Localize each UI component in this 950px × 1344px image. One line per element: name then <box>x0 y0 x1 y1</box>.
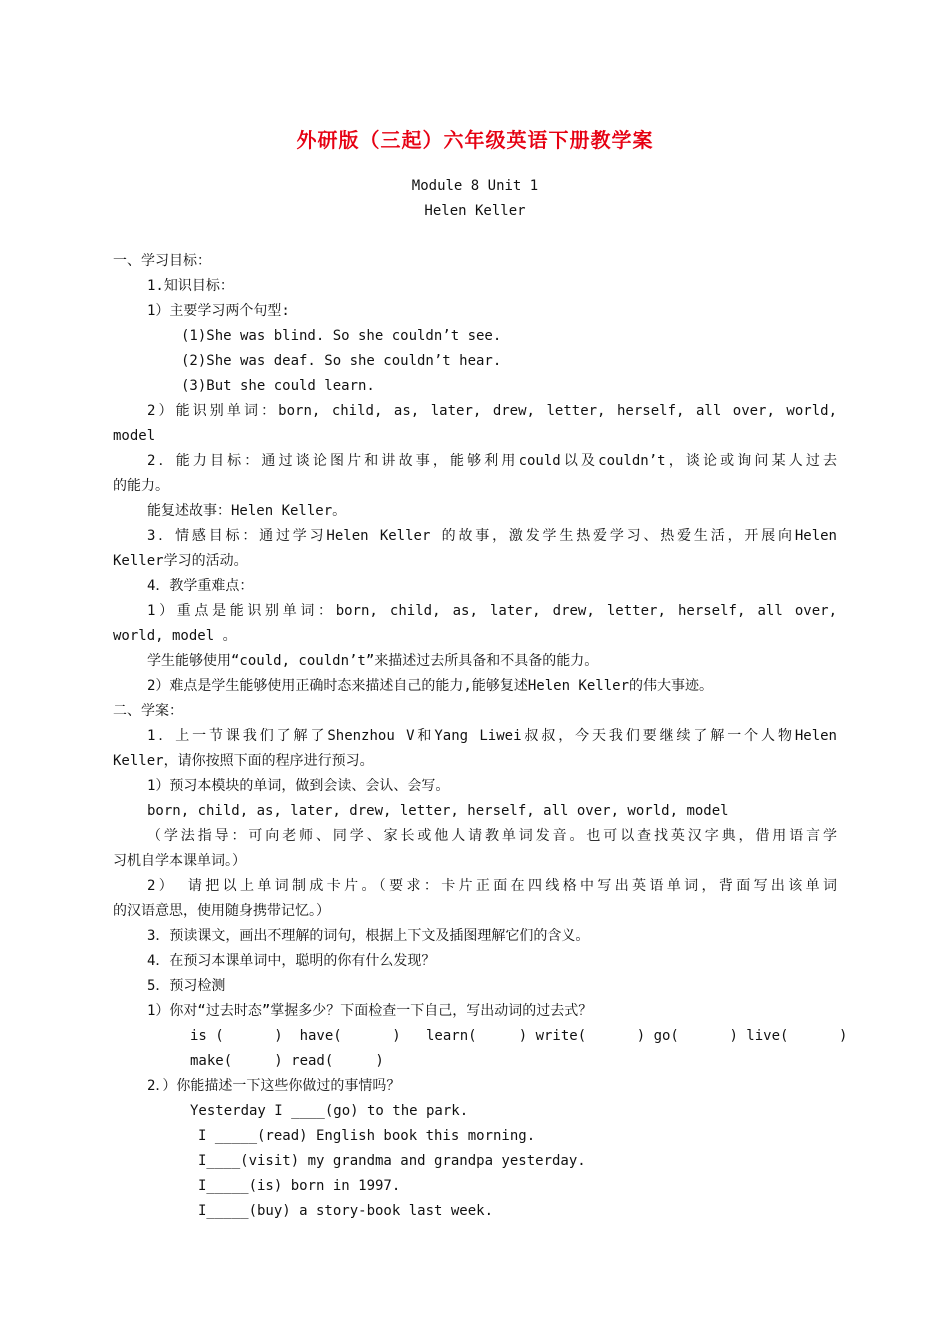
preview-check-heading: 5．预习检测 <box>147 978 226 994</box>
key-points-heading: 4．教学重难点： <box>147 578 254 594</box>
exercise-sentence-4: I_____(is) born in 1997. <box>198 1178 401 1194</box>
sentence-patterns-heading: 1）主要学习两个句型: <box>147 303 290 319</box>
sentence-pattern-2: (2)She was deaf. So she couldn’t hear. <box>181 353 502 369</box>
module-heading: Module 8 Unit 1 <box>411 178 539 194</box>
past-tense-blanks: is ( ) have( ) learn( ) write( ) go( ) live( ) <box>190 1028 848 1044</box>
section-heading-objectives: 一、学习目标： <box>113 253 211 269</box>
could-usage-line: 学生能够使用“could, couldn’t”来描述过去所具备和不具备的能力。 <box>147 653 599 669</box>
emotion-objective: 3．情感目标：通过学习Helen Keller 的故事，激发学生热爱学习、热爱生活，开展向Helen <box>147 528 837 544</box>
preview-words-step: 1）预习本模块的单词，做到会读、会认、会写。 <box>147 778 450 794</box>
ability-objective: 2．能力目标：通过谈论图片和讲故事，能够利用could以及couldn’t，谈论或询问某人过去 <box>147 453 837 469</box>
exercise-sentence-2: I _____(read) English book this morning. <box>198 1128 536 1144</box>
past-tense-blanks-cont: make( ) read( ) <box>190 1053 384 1069</box>
study-tip-cont: 习机自学本课单词。） <box>113 853 246 869</box>
preview-intro-cont: Keller，请你按照下面的程序进行预习。 <box>113 753 374 769</box>
exercise-sentence-5: I_____(buy) a story-book last week. <box>198 1203 494 1219</box>
vocabulary-line: 2）能识别单词：born, child, as, later, drew, letter, herself, all over, world, <box>147 403 837 419</box>
emotion-objective-cont: Keller学习的活动。 <box>113 553 248 569</box>
knowledge-objective-heading: 1.知识目标： <box>147 278 234 294</box>
preread-step: 3．预读课文，画出不理解的词句，根据上下文及插图理解它们的含义。 <box>147 928 590 944</box>
sentence-pattern-1: (1)She was blind. So she couldn’t see. <box>181 328 502 344</box>
past-tense-question: 1）你对“过去时态”掌握多少？下面检查一下自己，写出动词的过去式？ <box>147 1003 593 1019</box>
retell-story-line: 能复述故事：Helen Keller。 <box>147 503 347 519</box>
difficulty-line: 2）难点是学生能够使用正确时态来描述自己的能力,能够复述Helen Keller的伟大事迹。 <box>147 678 713 694</box>
describe-question: 2．）你能描述一下这些你做过的事情吗？ <box>147 1078 401 1094</box>
word-card-step: 2） 请把以上单词制成卡片。（要求：卡片正面在四线格中写出英语单词，背面写出该单词 <box>147 878 837 894</box>
discovery-step: 4．在预习本课单词中，聪明的你有什么发现？ <box>147 953 436 969</box>
exercise-sentence-3: I____(visit) my grandma and grandpa yesterday. <box>198 1153 586 1169</box>
study-tip: （学法指导：可向老师、同学、家长或他人请教单词发音。也可以查找英汉字典，借用语言学 <box>147 828 837 844</box>
key-point-words: 1）重点是能识别单词：born, child, as, later, drew, letter, herself, all over, <box>147 603 837 619</box>
exercise-sentence-1: Yesterday I ____(go) to the park. <box>190 1103 469 1119</box>
word-card-step-cont: 的汉语意思，使用随身携带记忆。） <box>113 903 330 919</box>
lesson-heading: Helen Keller <box>424 203 526 219</box>
sentence-pattern-3: (3)But she could learn. <box>181 378 375 394</box>
section-heading-study-plan: 二、学案： <box>113 703 183 719</box>
preview-intro: 1．上一节课我们了解了Shenzhou V和Yang Liwei叔叔，今天我们要继续了解一个人物Helen <box>147 728 837 744</box>
vocabulary-line-cont: model <box>113 428 156 444</box>
word-list: born, child, as, later, drew, letter, herself, all over, world, model <box>147 803 729 819</box>
key-point-words-cont: world, model 。 <box>113 628 237 644</box>
page-title: 外研版（三起）六年级英语下册教学案 <box>296 128 654 152</box>
ability-objective-cont: 的能力。 <box>113 478 169 494</box>
